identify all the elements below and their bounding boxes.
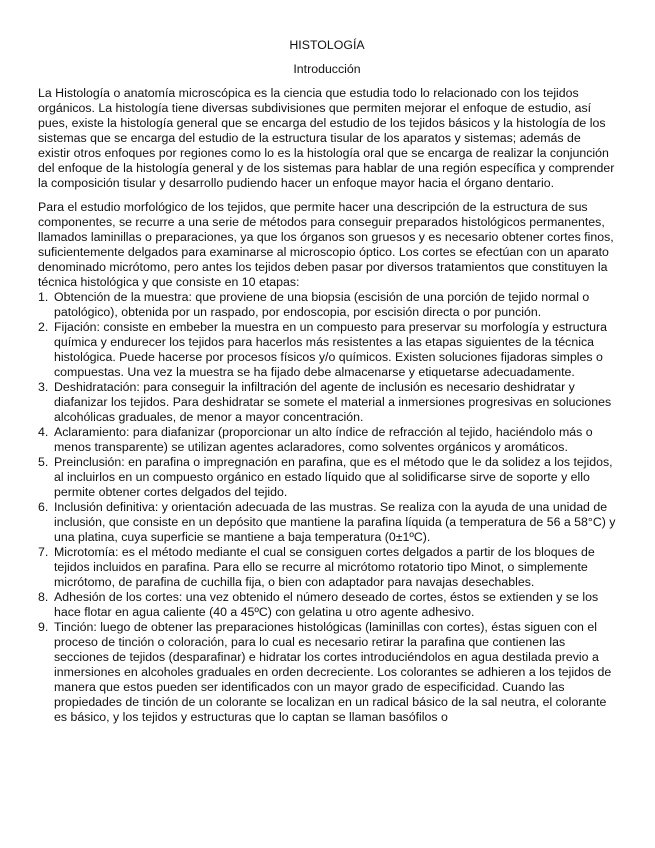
list-item-text: Inclusión definitiva: y orientación adecuada de las mustras. Se realiza con la ayuda de una unidad de inclusión, que consiste en un depósito que mantiene la parafina líquida (a temperatura de 56 a 58°C) y una platina, cuya superficie se mantiene a baja temperatura (0±1ºC). <box>54 500 616 544</box>
list-item <box>38 620 616 725</box>
list-item <box>38 500 616 545</box>
list-item-number: 7. <box>38 545 49 559</box>
list-item-number: 9. <box>38 620 49 634</box>
list-item-number: 5. <box>38 455 49 469</box>
list-item-number: 3. <box>38 380 49 394</box>
list-item <box>38 545 616 590</box>
list-item-number: 1. <box>38 290 49 304</box>
list-item-text: Microtomía: es el método mediante el cual se consiguen cortes delgados a partir de los bloques de tejidos incluidos en parafina. Para ello se recurre al micrótomo rotatorio tipo Minot, o simplemente micrótomo, de parafina de cuchilla fija, o bien con adaptador para navajas desechables. <box>54 545 595 589</box>
list-item-text: Deshidratación: para conseguir la infiltración del agente de inclusión es necesario deshidratar y diafanizar los tejidos. Para deshidratar se somete el material a inmersiones progresivas en soluciones alcohólicas graduales, de menor a mayor concentración. <box>54 380 612 424</box>
document-title: HISTOLOGÍA <box>289 38 365 52</box>
list-item-number: 2. <box>38 320 49 334</box>
list-item <box>38 590 616 620</box>
list-item-text: Preinclusión: en parafina o impregnación en parafina, que es el método que le da solidez a los tejidos, al incluirlos en un compuesto orgánico en estado líquido que al solidificarse sirve de soporte y ello permite obtener cortes delgados del tejido. <box>54 455 613 499</box>
list-item <box>38 425 616 455</box>
document-page <box>38 38 616 725</box>
list-item-text: Obtención de la muestra: que proviene de una biopsia (escisión de una porción de tejido normal o patológico), obtenida por un raspado, por endoscopia, por escisión directa o por punción. <box>54 290 590 319</box>
intro-paragraph: La Histología o anatomía microscópica es la ciencia que estudia todo lo relacionado con los tejidos orgánicos. La histología tiene diversas subdivisiones que permiten mejorar el enfoque de estudio, así pues, existe la histología general que se encarga del estudio de los tejidos básicos y la histología de los sistemas que se encarga del estudio de la estructura tisular de los aparatos y sistemas; además de existir otros enfoques por regiones como lo es la histología oral que se encarga de realizar la conjunción del enfoque de la histología general y de los sistemas para hablar de una región específica y comprender la composición tisular y desarrollo pudiendo hacer un enfoque mayor hacia el órgano dentario. <box>38 86 615 190</box>
technique-steps-list <box>38 290 616 725</box>
document-subtitle: Introducción <box>293 62 361 76</box>
list-item <box>38 380 616 425</box>
list-item-number: 6. <box>38 500 49 514</box>
list-item-text: Fijación: consiste en embeber la muestra en un compuesto para preservar su morfología y estructura química y endurecer los tejidos para hacerlos más resistentes a las etapas siguientes de la técnica histológica. Puede hacerse por procesos físicos y/o químicos. Existen soluciones fijadoras simples o compuestas. Una vez la muestra se ha fijado debe almacenarse y etiquetarse adecuadamente. <box>54 320 607 379</box>
list-item <box>38 290 616 320</box>
list-item <box>38 455 616 500</box>
list-item-number: 8. <box>38 590 49 604</box>
list-item-text: Tinción: luego de obtener las preparaciones histológicas (laminillas con cortes), éstas siguen con el proceso de tinción o coloración, para lo cual es necesario retirar la parafina que contienen las secciones de tejidos (desparafinar) e hidratar los cortes introduciéndolos en agua destilada previo a inmersiones en alcoholes graduales en orden decreciente. Los colorantes se adhieren a los tejidos de manera que estos pueden ser identificados con un mayor grado de especificidad. Cuando las propiedades de tinción de un colorante se localizan en un radical básico de la sal neutra, el colorante es básico, y los tejidos y estructuras que lo captan se llaman basófilos o <box>54 620 612 724</box>
list-item-text: Aclaramiento: para diafanizar (proporcionar un alto índice de refracción al tejido, haciéndolo más o menos transparente) se utilizan agentes aclaradores, como solventes orgánicos y aromáticos. <box>54 425 593 454</box>
list-item-text: Adhesión de los cortes: una vez obtenido el número deseado de cortes, éstos se extienden y se los hace flotar en agua caliente (40 a 45ºC) con gelatina u otro agente adhesivo. <box>54 590 599 619</box>
method-paragraph: Para el estudio morfológico de los tejidos, que permite hacer una descripción de la estructura de sus componentes, se recurre a una serie de métodos para conseguir preparados histológicos permanentes, llamados laminillas o preparaciones, ya que los órganos son gruesos y es necesario obtener cortes finos, suficientemente delgados para examinarse al microscopio óptico. Los cortes se efectúan con un aparato denominado micrótomo, pero antes los tejidos deben pasar por diversos tratamientos que constituyen la técnica histológica y que consiste en 10 etapas: <box>38 200 614 289</box>
list-item <box>38 320 616 380</box>
list-item-number: 4. <box>38 425 49 439</box>
